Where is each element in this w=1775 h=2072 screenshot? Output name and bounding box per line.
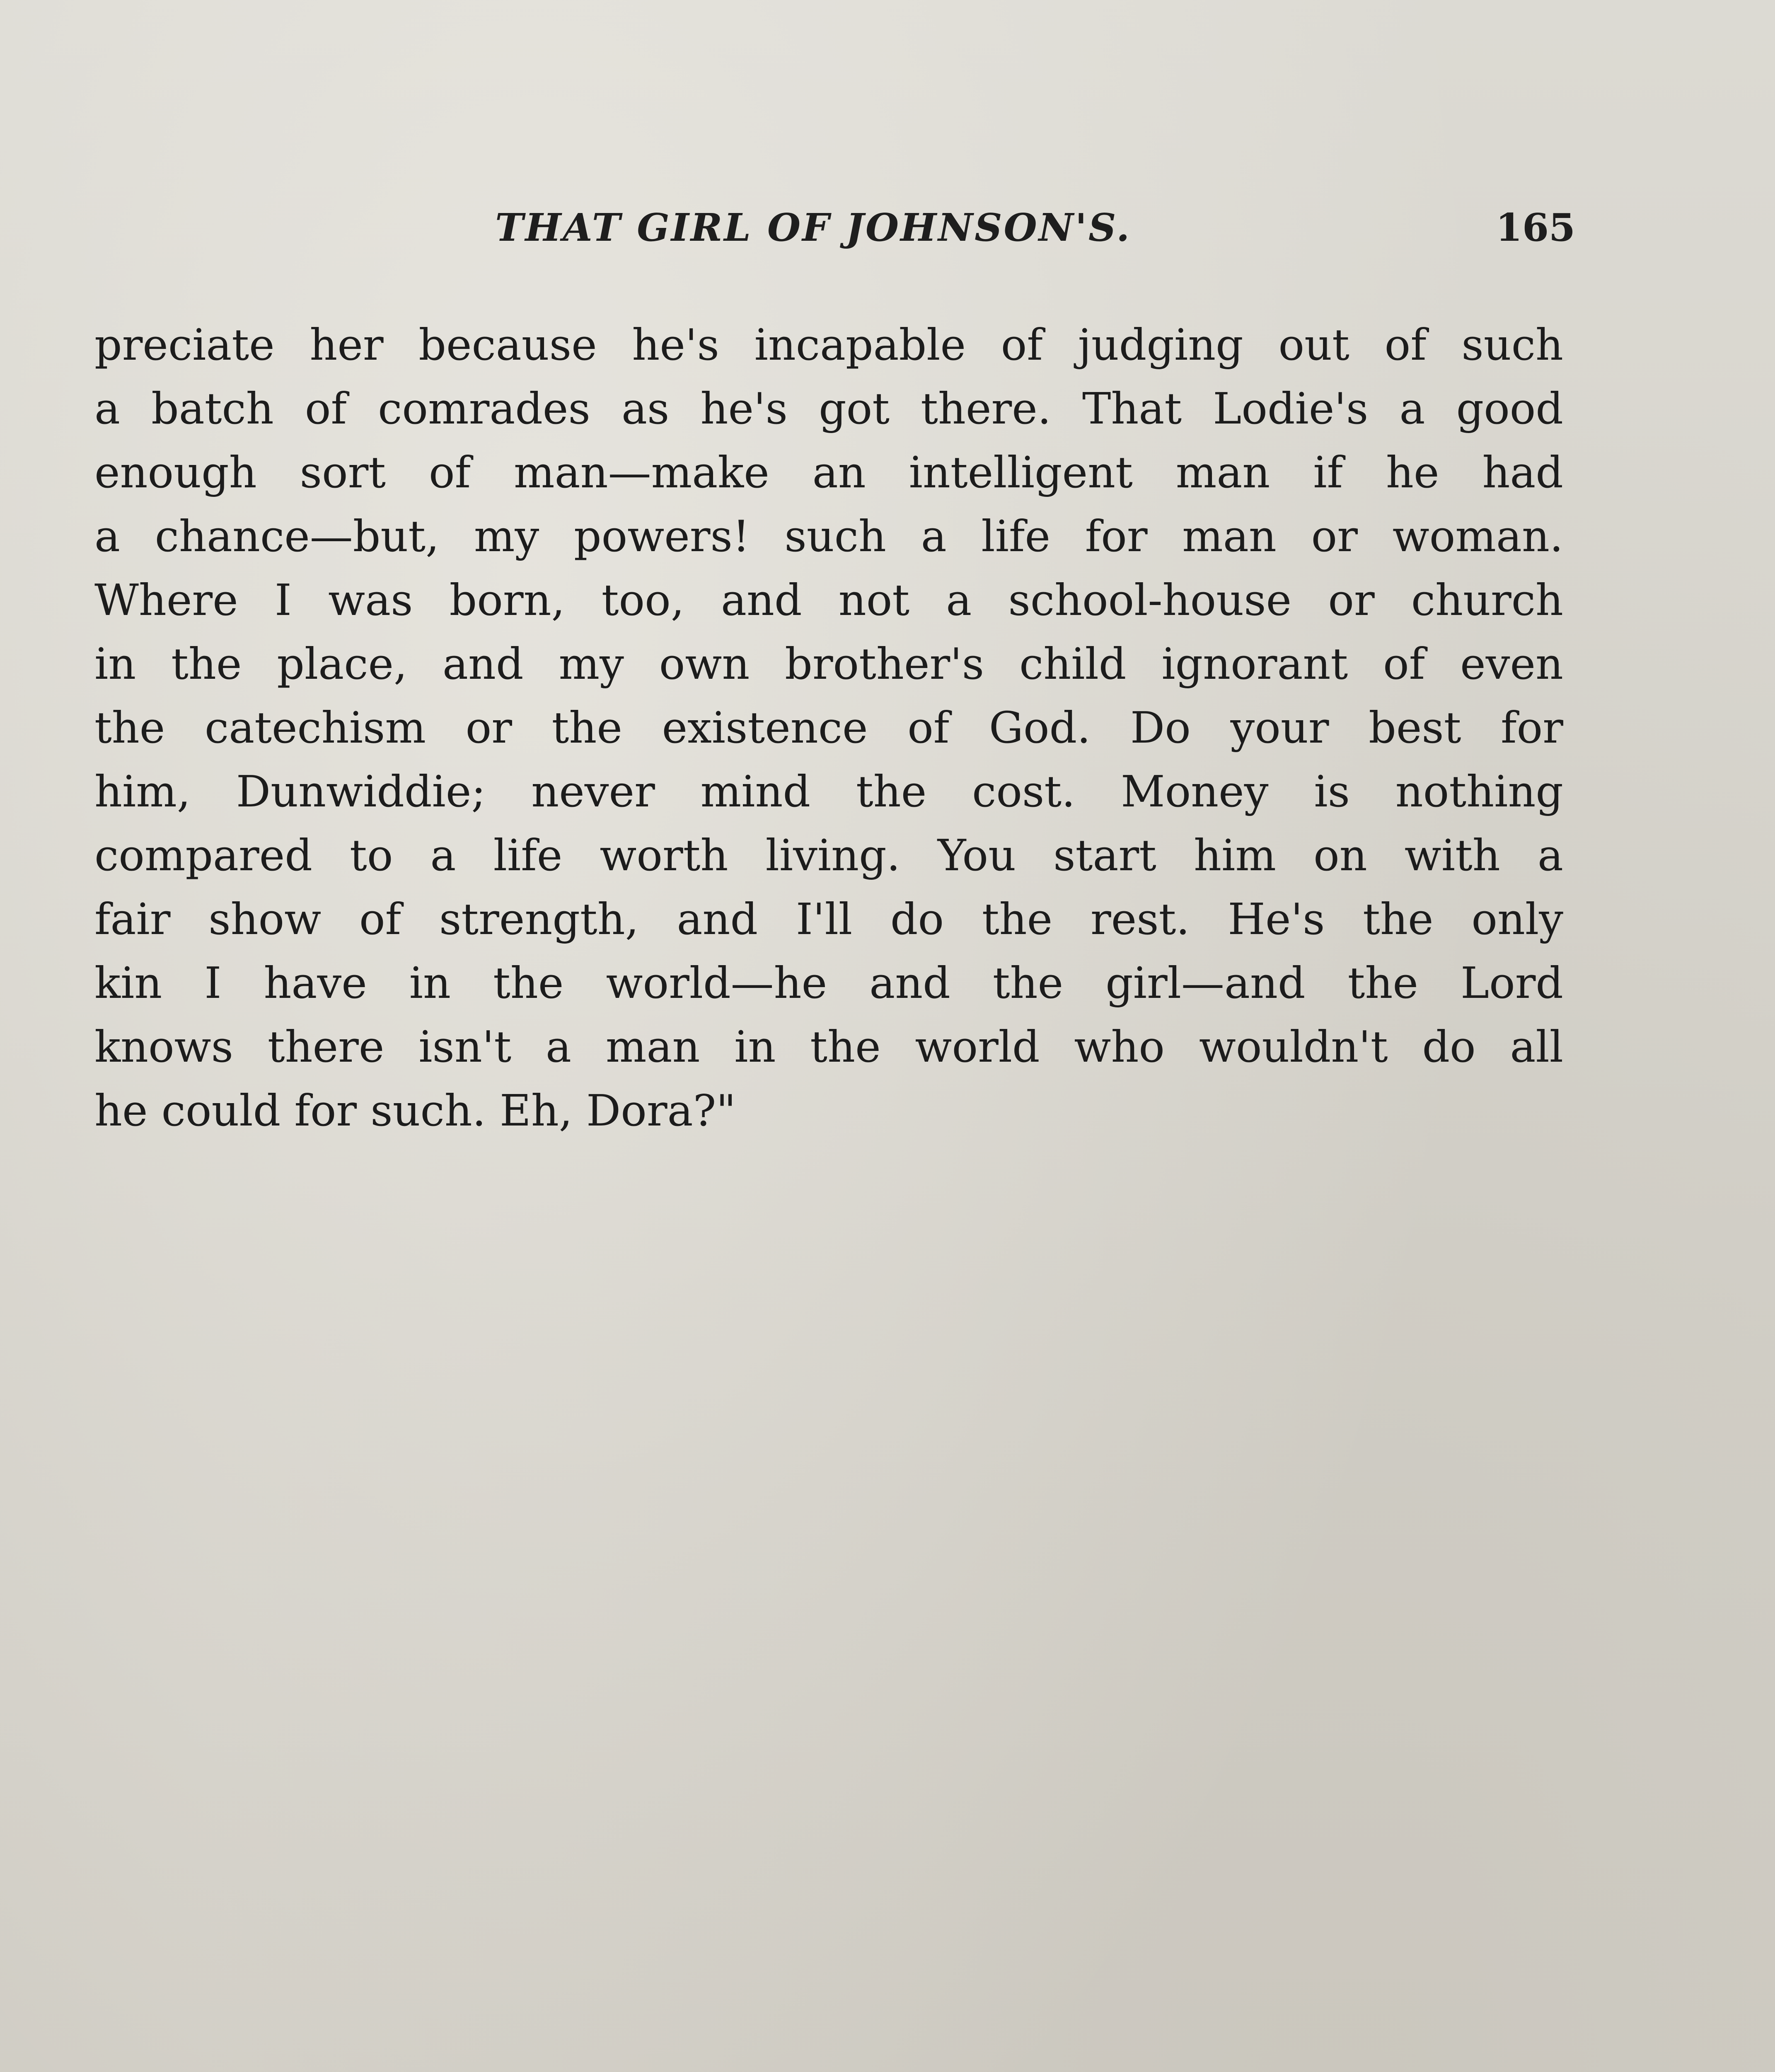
text-line: he could for such. Eh, Dora?" bbox=[94, 1085, 736, 1136]
body-text bbox=[94, 313, 1563, 1143]
text-line: fair show of strength, and I'll do the rest. He's the only bbox=[94, 894, 1563, 944]
text-line: kin I have in the world—he and the girl—and the Lord bbox=[94, 958, 1563, 1008]
text-line: a batch of comrades as he's got there. That Lodie's a good bbox=[94, 383, 1563, 434]
text-line: him, Dunwiddie; never mind the cost. Money is nothing bbox=[94, 766, 1563, 817]
running-head: THAT GIRL OF JOHNSON'S. bbox=[495, 205, 1132, 250]
text-line: Where I was born, too, and not a school-house or church bbox=[94, 575, 1563, 625]
text-line: compared to a life worth living. You start him on with a bbox=[94, 830, 1563, 881]
text-line: knows there isn't a man in the world who wouldn't do all bbox=[94, 1021, 1563, 1072]
page-number: 165 bbox=[1496, 205, 1576, 250]
text-line: preciate her because he's incapable of judging out of such bbox=[94, 320, 1563, 370]
text-line: in the place, and my own brother's child ignorant of even bbox=[94, 639, 1563, 689]
text-line: the catechism or the existence of God. Do your best for bbox=[94, 702, 1563, 753]
text-line: enough sort of man—make an intelligent man if he had bbox=[94, 447, 1563, 498]
text-line: a chance—but, my powers! such a life for man or woman. bbox=[94, 511, 1563, 562]
